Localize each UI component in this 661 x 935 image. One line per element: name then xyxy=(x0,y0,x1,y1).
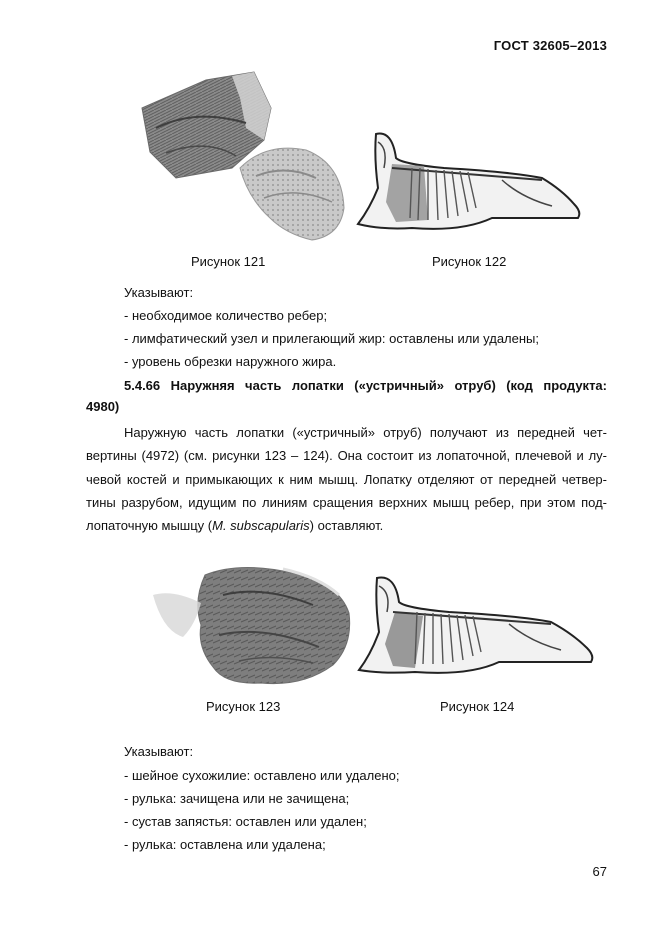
section-heading: 5.4.66 Наружняя часть лопатки («устричный» отруб) (код продукта: xyxy=(124,378,607,393)
paragraph-line: тины разрубом, идущим по линиям сращения верхних мышц ребер, при этом под- xyxy=(86,495,607,510)
list-item: - уровень обрезки наружного жира. xyxy=(124,354,337,369)
indicate-intro-1: Указывают: xyxy=(124,285,194,300)
figure-124-caption: Рисунок 124 xyxy=(440,699,515,714)
figure-124-image xyxy=(353,572,603,682)
list-item: - рулька: зачищена или не зачищена; xyxy=(124,791,350,806)
paragraph-line: вертины (4972) (см. рисунки 123 – 124). Она состоит из лопаточной, плечевой и лу- xyxy=(86,448,607,463)
latin-term: M. subscapularis xyxy=(212,518,310,533)
figure-123-image xyxy=(143,555,355,690)
figure-121-caption: Рисунок 121 xyxy=(191,254,266,269)
page-number: 67 xyxy=(592,864,607,879)
list-item: - лимфатический узел и прилегающий жир: оставлены или удалены; xyxy=(124,331,539,346)
figure-122-caption: Рисунок 122 xyxy=(432,254,507,269)
paragraph-line: чевой костей и примыкающих к ним мышц. Лопатку отделяют от передней четвер- xyxy=(86,472,607,487)
paragraph-line xyxy=(86,514,607,538)
figure-123-caption: Рисунок 123 xyxy=(206,699,281,714)
paragraph-line: Наружную часть лопатки («устричный» отруб) получают из передней чет- xyxy=(124,425,607,440)
list-item: - необходимое количество ребер; xyxy=(124,308,328,323)
figure-122-image xyxy=(352,128,588,238)
list-item: - шейное сухожилие: оставлено или удалено; xyxy=(124,768,400,783)
figure-121-image xyxy=(136,68,351,248)
section-heading-cont: 4980) xyxy=(86,399,120,414)
list-item: - рулька: оставлена или удалена; xyxy=(124,837,326,852)
document-header: ГОСТ 32605–2013 xyxy=(493,38,607,53)
paragraph-text: ) оставляют. xyxy=(309,518,384,533)
paragraph-text: лопаточную мышцу ( xyxy=(86,518,213,533)
indicate-intro-2: Указывают: xyxy=(124,744,194,759)
list-item: - сустав запястья: оставлен или удален; xyxy=(124,814,367,829)
